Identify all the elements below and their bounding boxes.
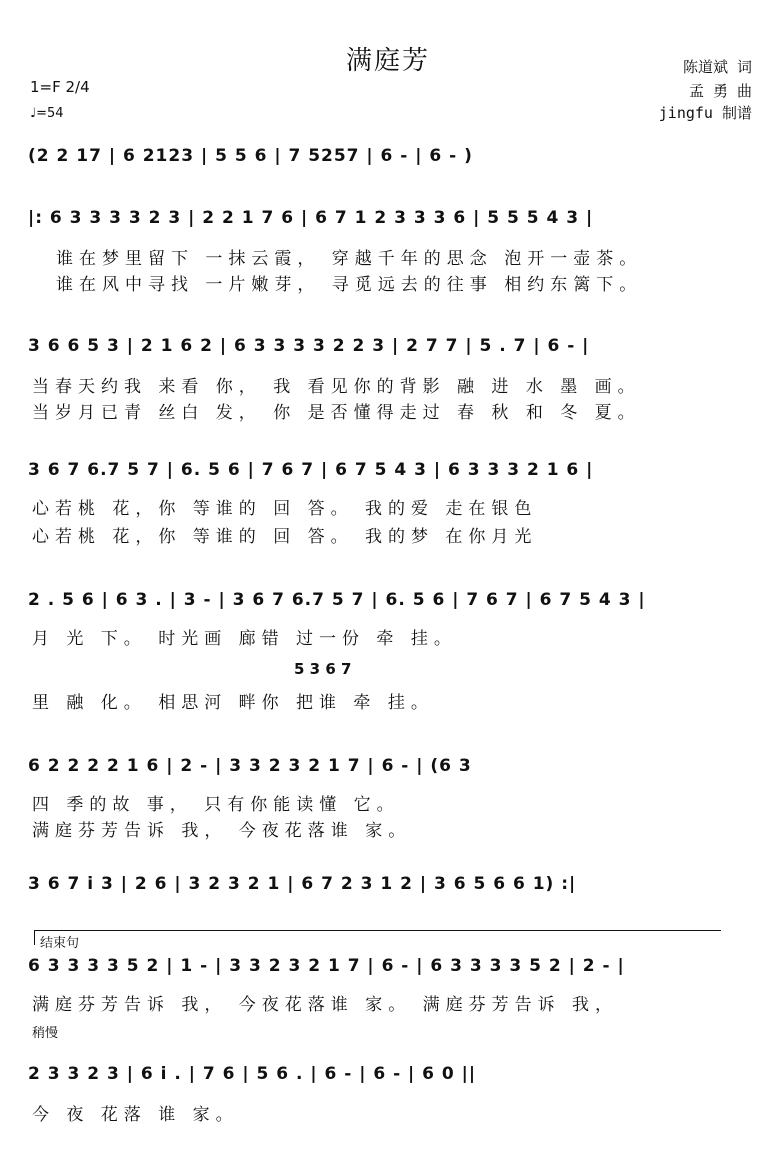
lyric-line: 当岁月已青 丝白 发， 你 是否懂得走过 春 秋 和 冬 夏。 <box>32 403 641 423</box>
staff-row-6 <box>28 866 750 912</box>
tempo-mark: ♩=54 <box>30 106 64 121</box>
composer-credit: 孟 勇 曲 <box>688 82 752 100</box>
notes-row: 3 6 6 5 3 | 2 1 6 2 | 6 3 3 3 3 2 2 3 | 2 7 7 | 5 . 7 | 6 - | <box>28 336 590 356</box>
staff-row-5 <box>28 748 750 794</box>
notes-row: |: 6 3 3 3 3 2 3 | 2 2 1 7 6 | 6 7 1 2 3 3 3 6 | 5 5 5 4 3 | <box>28 208 594 228</box>
tempo-label-slow: 稍慢 <box>32 1026 59 1041</box>
staff-row-8 <box>28 1056 750 1102</box>
lyric-line: 满庭芬芳告诉 我， 今夜花落谁 家。 满庭芬芳告诉 我， <box>32 995 619 1015</box>
arranger-credit: jingfu 制谱 <box>658 104 752 122</box>
notes-row: 6 2 2 2 2 1 6 | 2 - | 3 3 2 3 2 1 7 | 6 - | (6 3 <box>28 756 472 776</box>
lyricist-credit: 陈道斌 词 <box>682 58 752 76</box>
ending-bracket <box>34 930 721 945</box>
staff-row-1 <box>28 200 750 246</box>
lyric-line: 月 光 下。 时光画 廊错 过一份 牵 挂。 <box>32 629 457 649</box>
lyric-line: 四 季的故 事， 只有你能读懂 它。 <box>32 795 400 815</box>
alternate-notes: 5 3 6 7 <box>294 660 352 678</box>
staff-row-7 <box>28 948 750 994</box>
notes-row: 2 3 3 2 3 | 6 i . | 7 6 | 5 6 . | 6 - | 6 - | 6 0 || <box>28 1064 477 1084</box>
lyric-line: 里 融 化。 相思河 畔你 把谁 牵 挂。 <box>32 693 434 713</box>
staff-row-4 <box>28 582 750 628</box>
notes-row: 3 6 7 i 3 | 2 6 | 3 2 3 2 1 | 6 7 2 3 1 2 | 3 6 5 6 6 1) :| <box>28 874 577 894</box>
lyric-line: 谁在风中寻找 一片嫩芽， 寻觅远去的往事 相约东篱下。 <box>56 275 643 295</box>
staff-row-2 <box>28 328 750 374</box>
key-signature: 1=F 2/4 <box>30 78 90 96</box>
lyric-line: 心若桃 花，你 等谁的 回 答。 我的梦 在你月光 <box>32 527 538 547</box>
ending-label: 结束句 <box>40 936 80 951</box>
staff-row-intro <box>28 138 750 184</box>
lyric-line: 当春天约我 来看 你， 我 看见你的背影 融 进 水 墨 画。 <box>32 377 641 397</box>
notes-row: 6 3 3 3 3 5 2 | 1 - | 3 3 2 3 2 1 7 | 6 - | 6 3 3 3 3 5 2 | 2 - | <box>28 956 625 976</box>
lyric-line: 谁在梦里留下 一抹云霞， 穿越千年的思念 泡开一壶茶。 <box>56 249 643 269</box>
notes-row: 3 6 7 6.7 5 7 | 6. 5 6 | 7 6 7 | 6 7 5 4 3 | 6 3 3 3 2 1 6 | <box>28 460 594 480</box>
notes-row: (2 2 17 | 6 2123 | 5 5 6 | 7 5257 | 6 - | 6 - ) <box>28 146 473 166</box>
staff-row-3 <box>28 452 750 498</box>
lyric-line: 心若桃 花，你 等谁的 回 答。 我的爱 走在银色 <box>32 499 538 519</box>
notes-row: 2 . 5 6 | 6 3 . | 3 - | 3 6 7 6.7 5 7 | 6. 5 6 | 7 6 7 | 6 7 5 4 3 | <box>28 590 646 610</box>
lyric-line: 今 夜 花落 谁 家。 <box>32 1105 239 1125</box>
lyric-line: 满庭芬芳告诉 我， 今夜花落谁 家。 <box>32 821 412 841</box>
song-title: 满庭芳 <box>345 46 430 76</box>
